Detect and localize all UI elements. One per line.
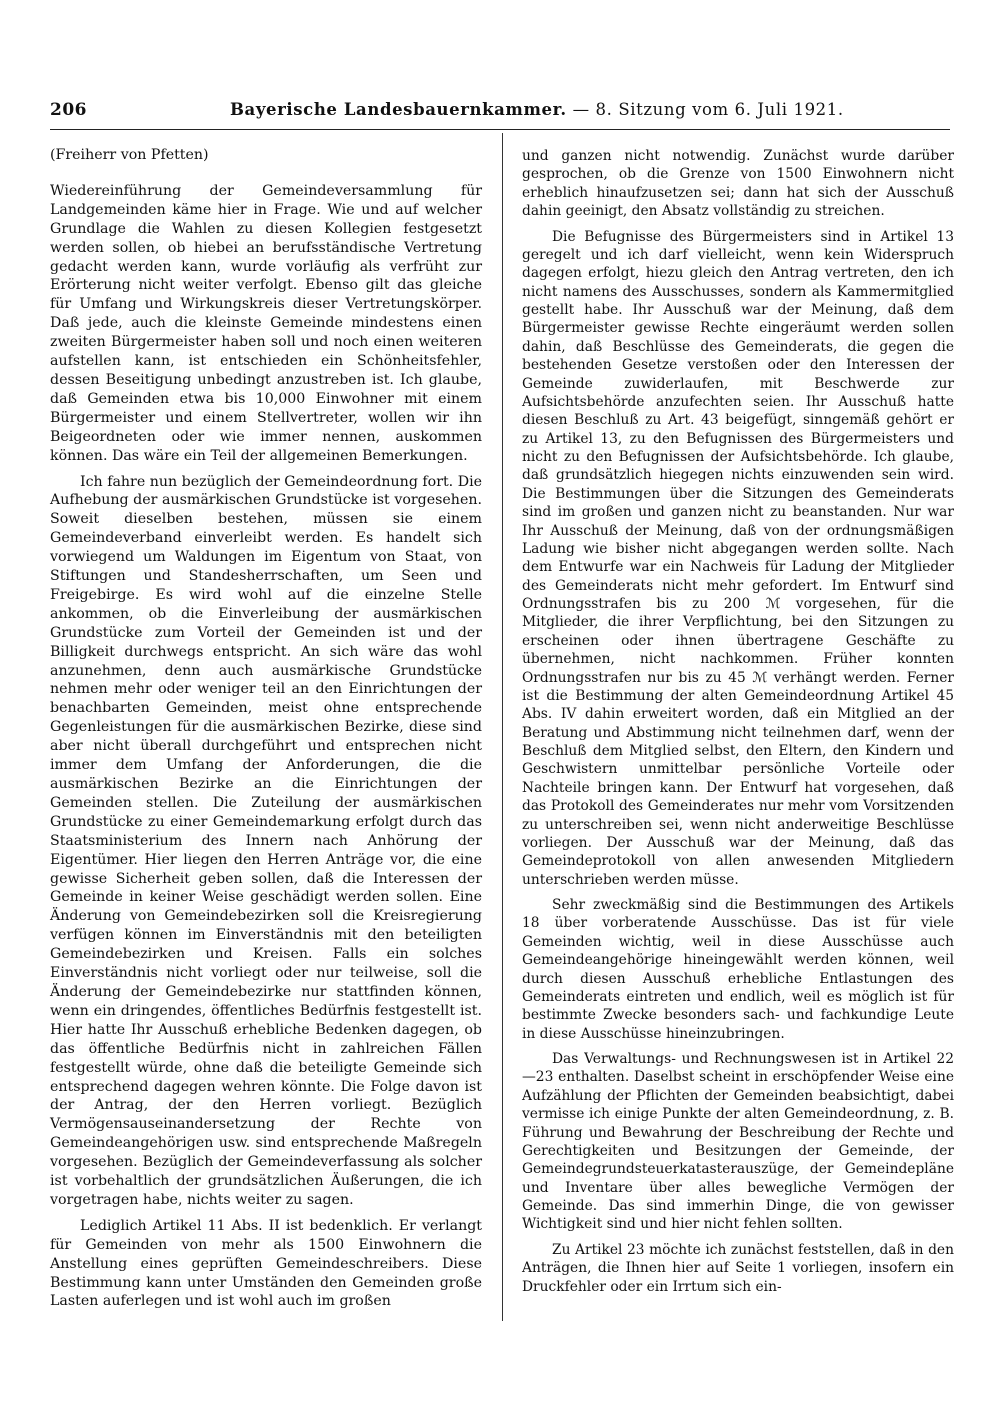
paragraph: und ganzen nicht notwendig. Zunächst wurde darüber gesprochen, ob die Grenze von 1500 Einwohnern nicht erheblich hinaufzusetzen sei; dann hat sich der Ausschuß dahin geeinigt, den Absatz vollständig zu streichen. (522, 148, 954, 220)
paragraph: Zu Artikel 23 möchte ich zunächst feststellen, daß in den Anträgen, die Ihnen hier auf Seite 1 vorliegen, insofern ein Druckfehler oder ein Irrtum sich ein- (522, 1241, 954, 1295)
column-divider (502, 133, 503, 1321)
paragraph: Sehr zweckmäßig sind die Bestimmungen des Artikels 18 über vorberatende Ausschüsse. Das ist für viele Gemeinden wichtig, weil in diese Ausschüsse auch Gemeindeangehörige hineingewählt werden können, weil durch diesen Ausschuß erhebliche Entlastungen des Gemeinderats eintreten und endlich, weil es möglich ist für bestimmte Zwecke besonders sach- und fachkundige Leute in diese Ausschüsse hineinzubringen. (522, 897, 954, 1042)
page-header (50, 100, 950, 124)
paragraph: Die Befugnisse des Bürgermeisters sind in Artikel 13 geregelt und ich darf vielleicht, wenn kein Widerspruch dagegen erfolgt, hiezu gleich den Antrag vertreten, den ich nicht namens des Ausschusses, sondern als Kammermitglied gestellt habe. Ihr Ausschuß war der Meinung, daß dem Bürgermeister gewisse Rechte eingeräumt werden sollen dahin, daß Beschlüsse des Gemeinderats, die gegen die bestehenden Gesetze verstoßen oder den Interessen der Gemeinde zuwiderlaufen, mit Beschwerde zur Aufsichtsbehörde anzufechten seien. Ihr Ausschuß hatte diesen Beschluß zu Art. 43 beigefügt, sinngemäß gehört er zu Artikel 13, zu den Befugnissen des Bürgermeisters und nicht zu den Befugnissen der Aufsichtsbehörde. Ich glaube, daß grundsätzlich hiegegen nichts einzuwenden sein wird. Die Bestimmungen über die Sitzungen des Gemeinderats sind im großen und ganzen nicht zu beanstanden. Nur war Ihr Ausschuß der Meinung, daß von der ordnungsmäßigen Ladung wie bisher nicht abgegangen werden sollte. Nach dem Entwurfe war ein Nachweis für Ladung der Mitglieder des Gemeinderats nicht mehr gefordert. Im Entwurf sind Ordnungsstrafen bis zu 200 ℳ vorgesehen, für die Mitglieder, die ihrer Verpflichtung, bei den Sitzungen zu erscheinen oder ihnen übertragene Geschäfte zu übernehmen, nicht nachkommen. Früher konnten Ordnungsstrafen nur bis zu 45 ℳ verhängt werden. Ferner ist die Bestimmung der alten Gemeindeordnung Artikel 45 Abs. IV dahin erweitert worden, daß ein Mitglied an der Beratung und Abstimmung nicht teilnehmen darf, wenn der Beschluß dem Mitglied selbst, den Eltern, den Kindern und Geschwistern unmittelbar persönliche Vorteile oder Nachteile bringen kann. Der Entwurf hat vorgesehen, daß das Protokoll des Gemeinderates nur mehr vom Vorsitzenden zu unterschreiben sei, wenn nicht anderweitige Beschlüsse vorliegen. Der Ausschuß war der Meinung, daß das Gemeindeprotokoll von allen anwesenden Mitgliedern unterschrieben werden müsse. (522, 228, 954, 888)
running-title (230, 100, 844, 119)
paragraph: Ich fahre nun bezüglich der Gemeindeordnung fort. Die Aufhebung der ausmärkischen Grundstücke ist vorgesehen. Soweit dieselben bestehen, müssen sie einem Gemeindeverband einverleibt werden. Es handelt sich vorwiegend um Waldungen im Eigentum von Staat, von Stiftungen und Standesherrschaften, um Seen und Freigebirge. Es wird wohl auf die einzelne Stelle ankommen, ob die Einverleibung der ausmärkischen Grundstücke zum Vorteil der Gemeinden ist und der Billigkeit durchwegs entspricht. An sich wäre das wohl anzunehmen, denn auch ausmärkische Grundstücke nehmen mehr oder weniger teil an den Einrichtungen der benachbarten Gemeinden, meist ohne entsprechende Gegenleistungen für die ausmärkischen Bezirke, diese sind aber nicht überall durchgeführt und entsprechen nicht immer dem Umfang der Anforderungen, die die ausmärkischen Bezirke an die Einrichtungen der Gemeinden stellen. Die Zuteilung der ausmärkischen Grundstücke zu einer Gemeindemarkung erfolgt durch das Staatsministerium des Innern nach Anhörung der Eigentümer. Hier liegen den Herren Anträge vor, die eine gewisse Sicherheit geben sollen, daß die Interessen der Gemeinde in keiner Weise geschädigt werden sollen. Eine Änderung von Gemeindebezirken soll die Kreisregierung verfügen können im Einverständnis mit den beteiligten Gemeindebezirken und Kreisen. Falls ein solches Einverständnis nicht vorliegt oder nur teilweise, soll die Änderung der Gemeindebezirke nur stattfinden können, wenn ein dringendes, öffentliches Bedürfnis festgestellt ist. Hier hatte Ihr Ausschuß erhebliche Bedenken dagegen, ob das öffentliche Bedürfnis nicht in zahlreichen Fällen festgestellt würde, ohne daß die beteiligte Gemeinde sich entsprechend dagegen wehren könnte. Die Folge davon ist der Antrag, der den Herren vorliegt. Bezüglich Vermögensauseinandersetzung der Rechte von Gemeindeangehörigen usw. sind entsprechende Maßregeln vorgesehen. Bezüglich der Gemeindeverfassung als solcher ist vorbehaltlich der grundsätzlichen Äußerungen, die ich vorgetragen habe, nichts weiter zu sagen. (50, 473, 483, 1208)
running-title-session: — 8. Sitzung vom 6. Juli 1921. (566, 100, 844, 119)
paragraph: Wiedereinführung der Gemeindeversammlung für Landgemeinden käme hier in Frage. Wie und auf welcher Grundlage die Wahlen zu diesen Kollegien festgesetzt werden sollen, ob hiebei an berufsständische Vertretung gedacht werden kann, wurde vorläufig als verfrüht zur Erörterung nicht weiter verfolgt. Ebenso gilt das gleiche für Umfang und Wirkungskreis dieser Vertretungskörper. Daß jede, auch die kleinste Gemeinde mindestens einen zweiten Bürgermeister haben soll und noch einen weiteren aufstellen kann, ist entschieden ein Schönheitsfehler, dessen Beseitigung unbedingt anzustreben ist. Ich glaube, daß Gemeinden etwa bis 10,000 Einwohner mit einem Bürgermeister und einem Stellvertreter, wollen wir ihn Beigeordneten oder wie immer nennen, auskommen können. Das wäre ein Teil der allgemeinen Bemerkungen. (50, 182, 482, 464)
speaker-name: (Freiherr von Pfetten) (50, 147, 209, 163)
paragraph: Lediglich Artikel 11 Abs. II ist bedenklich. Er verlangt für Gemeinden von mehr als 1500 Einwohnern die Anstellung eines geprüften Gemeindeschreibers. Diese Bestimmung kann unter Umständen den Gemeinden große Lasten auferlegen und ist wohl auch im großen (50, 1217, 482, 1310)
left-column (50, 146, 482, 1318)
running-title-institution: Bayerische Landesbauernkammer. (230, 100, 567, 119)
right-column (522, 147, 954, 1303)
page-number: 206 (50, 100, 87, 120)
paragraph: Das Verwaltungs- und Rechnungswesen ist in Artikel 22—23 enthalten. Daselbst scheint in erschöpfender Weise eine Aufzählung der Pflichten der Gemeinden beabsichtigt, dabei vermisse ich einige Punkte der alten Gemeindeordnung, z. B. Führung und Bewahrung der Beschreibung der Rechte und Gerechtigkeiten und Besitzungen der Gemeinde, der Gemeindegrundsteuerkatasterauszüge, der Gemeindepläne und Inventare über alles bewegliche Vermögen der Gemeinde. Das sind immerhin Dinge, die von gewisser Wichtigkeit sind und hier nicht fehlen sollten. (522, 1051, 954, 1233)
header-rule (50, 129, 950, 130)
